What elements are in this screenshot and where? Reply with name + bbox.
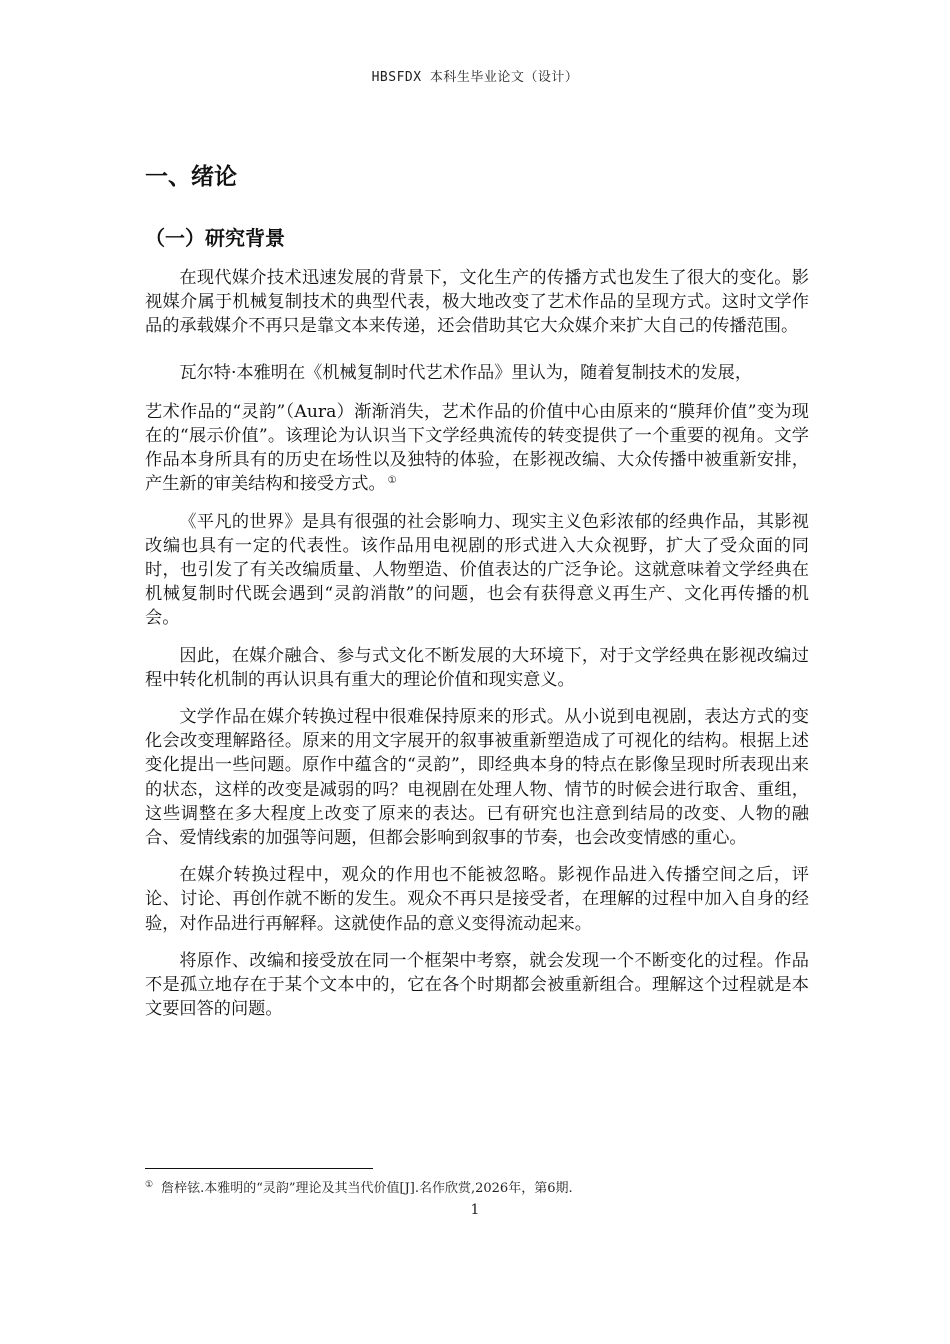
body-text	[145, 266, 809, 1021]
footnote-text: 詹梓铉.本雅明的“灵韵”理论及其当代价值[J].名作欣赏,2026年，第6期.	[161, 1181, 573, 1196]
paragraph-2-first-line: 瓦尔特·本雅明在《机械复制时代艺术作品》里认为，随着复制技术的发展，	[179, 362, 753, 383]
paragraph-2	[145, 361, 809, 497]
footnote	[145, 1180, 809, 1198]
paragraph-1: 在现代媒介技术迅速发展的背景下，文化生产的传播方式也发生了很大的变化。影视媒介属于机械复制技术的典型代表，极大地改变了艺术作品的呈现方式。这时文学作品的承载媒介不再只是靠文本来传递，还会借助其它大众媒介来扩大自己的传播范围。	[145, 268, 809, 337]
paragraph-7: 将原作、改编和接受放在同一个框架中考察，就会发现一个不断变化的过程。作品不是孤立地存在于某个文本中的，它在各个时期都会被重新组合。理解这个过程就是本文要回答的问题。	[145, 950, 809, 1020]
paragraph-6: 在媒介转换过程中，观众的作用也不能被忽略。影视作品进入传播空间之后，评论、讨论、再创作就不断的发生。观众不再只是接受者，在理解的过程中加入自身的经验，对作品进行再解释。这就使作品的意义变得流动起来。	[145, 865, 809, 934]
running-header: HBSFDX 本科生毕业论文（设计）	[371, 70, 579, 85]
paragraph-5: 文学作品在媒介转换过程中很难保持原来的形式。从小说到电视剧，表达方式的变化会改变理解路径。原来的用文字展开的叙事被重新塑造成了可视化的结构。根据上述变化提出一些问题。原作中蕴含的“灵韵”，即经典本身的特点在影像呈现时所表现出来的状态，这样的改变是减弱的吗？电视剧在处理人物、情节的时候会进行取舍、重组，这些调整在多大程度上改变了原来的表达。已有研究也注意到结局的改变、人物的融合、爱情线索的加强等问题，但都会影响到叙事的节奏，也会改变情感的重心。	[145, 707, 809, 849]
footnote-marker: ①	[145, 1179, 154, 1190]
section-title: （一）研究背景	[145, 226, 285, 250]
paragraph-3: 《平凡的世界》是具有很强的社会影响力、现实主义色彩浓郁的经典作品，其影视改编也具有一定的代表性。该作品用电视剧的形式进入大众视野，扩大了受众面的同时，也引发了有关改编质量、人物塑造、价值表达的广泛争论。这就意味着文学经典在机械复制时代既会遇到“灵韵消散”的问题，也会有获得意义再生产、文化再传播的机会。	[145, 511, 809, 629]
chapter-title: 一、绪论	[145, 164, 237, 190]
footnote-reference[interactable]: ①	[387, 474, 397, 486]
paragraph-2-rest: 艺术作品的“灵韵”（Aura）渐渐消失，艺术作品的价值中心由原来的“膜拜价值”变为现在的“展示价值”。该理论为认识当下文学经典流传的转变提供了一个重要的视角。文学作品本身所具有的历史在场性以及独特的体验，在影视改编、大众传播中被重新安排，产生新的审美结构和接受方式。	[145, 401, 809, 495]
paragraph-4: 因此，在媒介融合、参与式文化不断发展的大环境下，对于文学经典在影视改编过程中转化机制的再认识具有重大的理论价值和现实意义。	[145, 645, 809, 690]
page-number: 1	[470, 1202, 480, 1218]
footnote-divider	[145, 1168, 373, 1169]
